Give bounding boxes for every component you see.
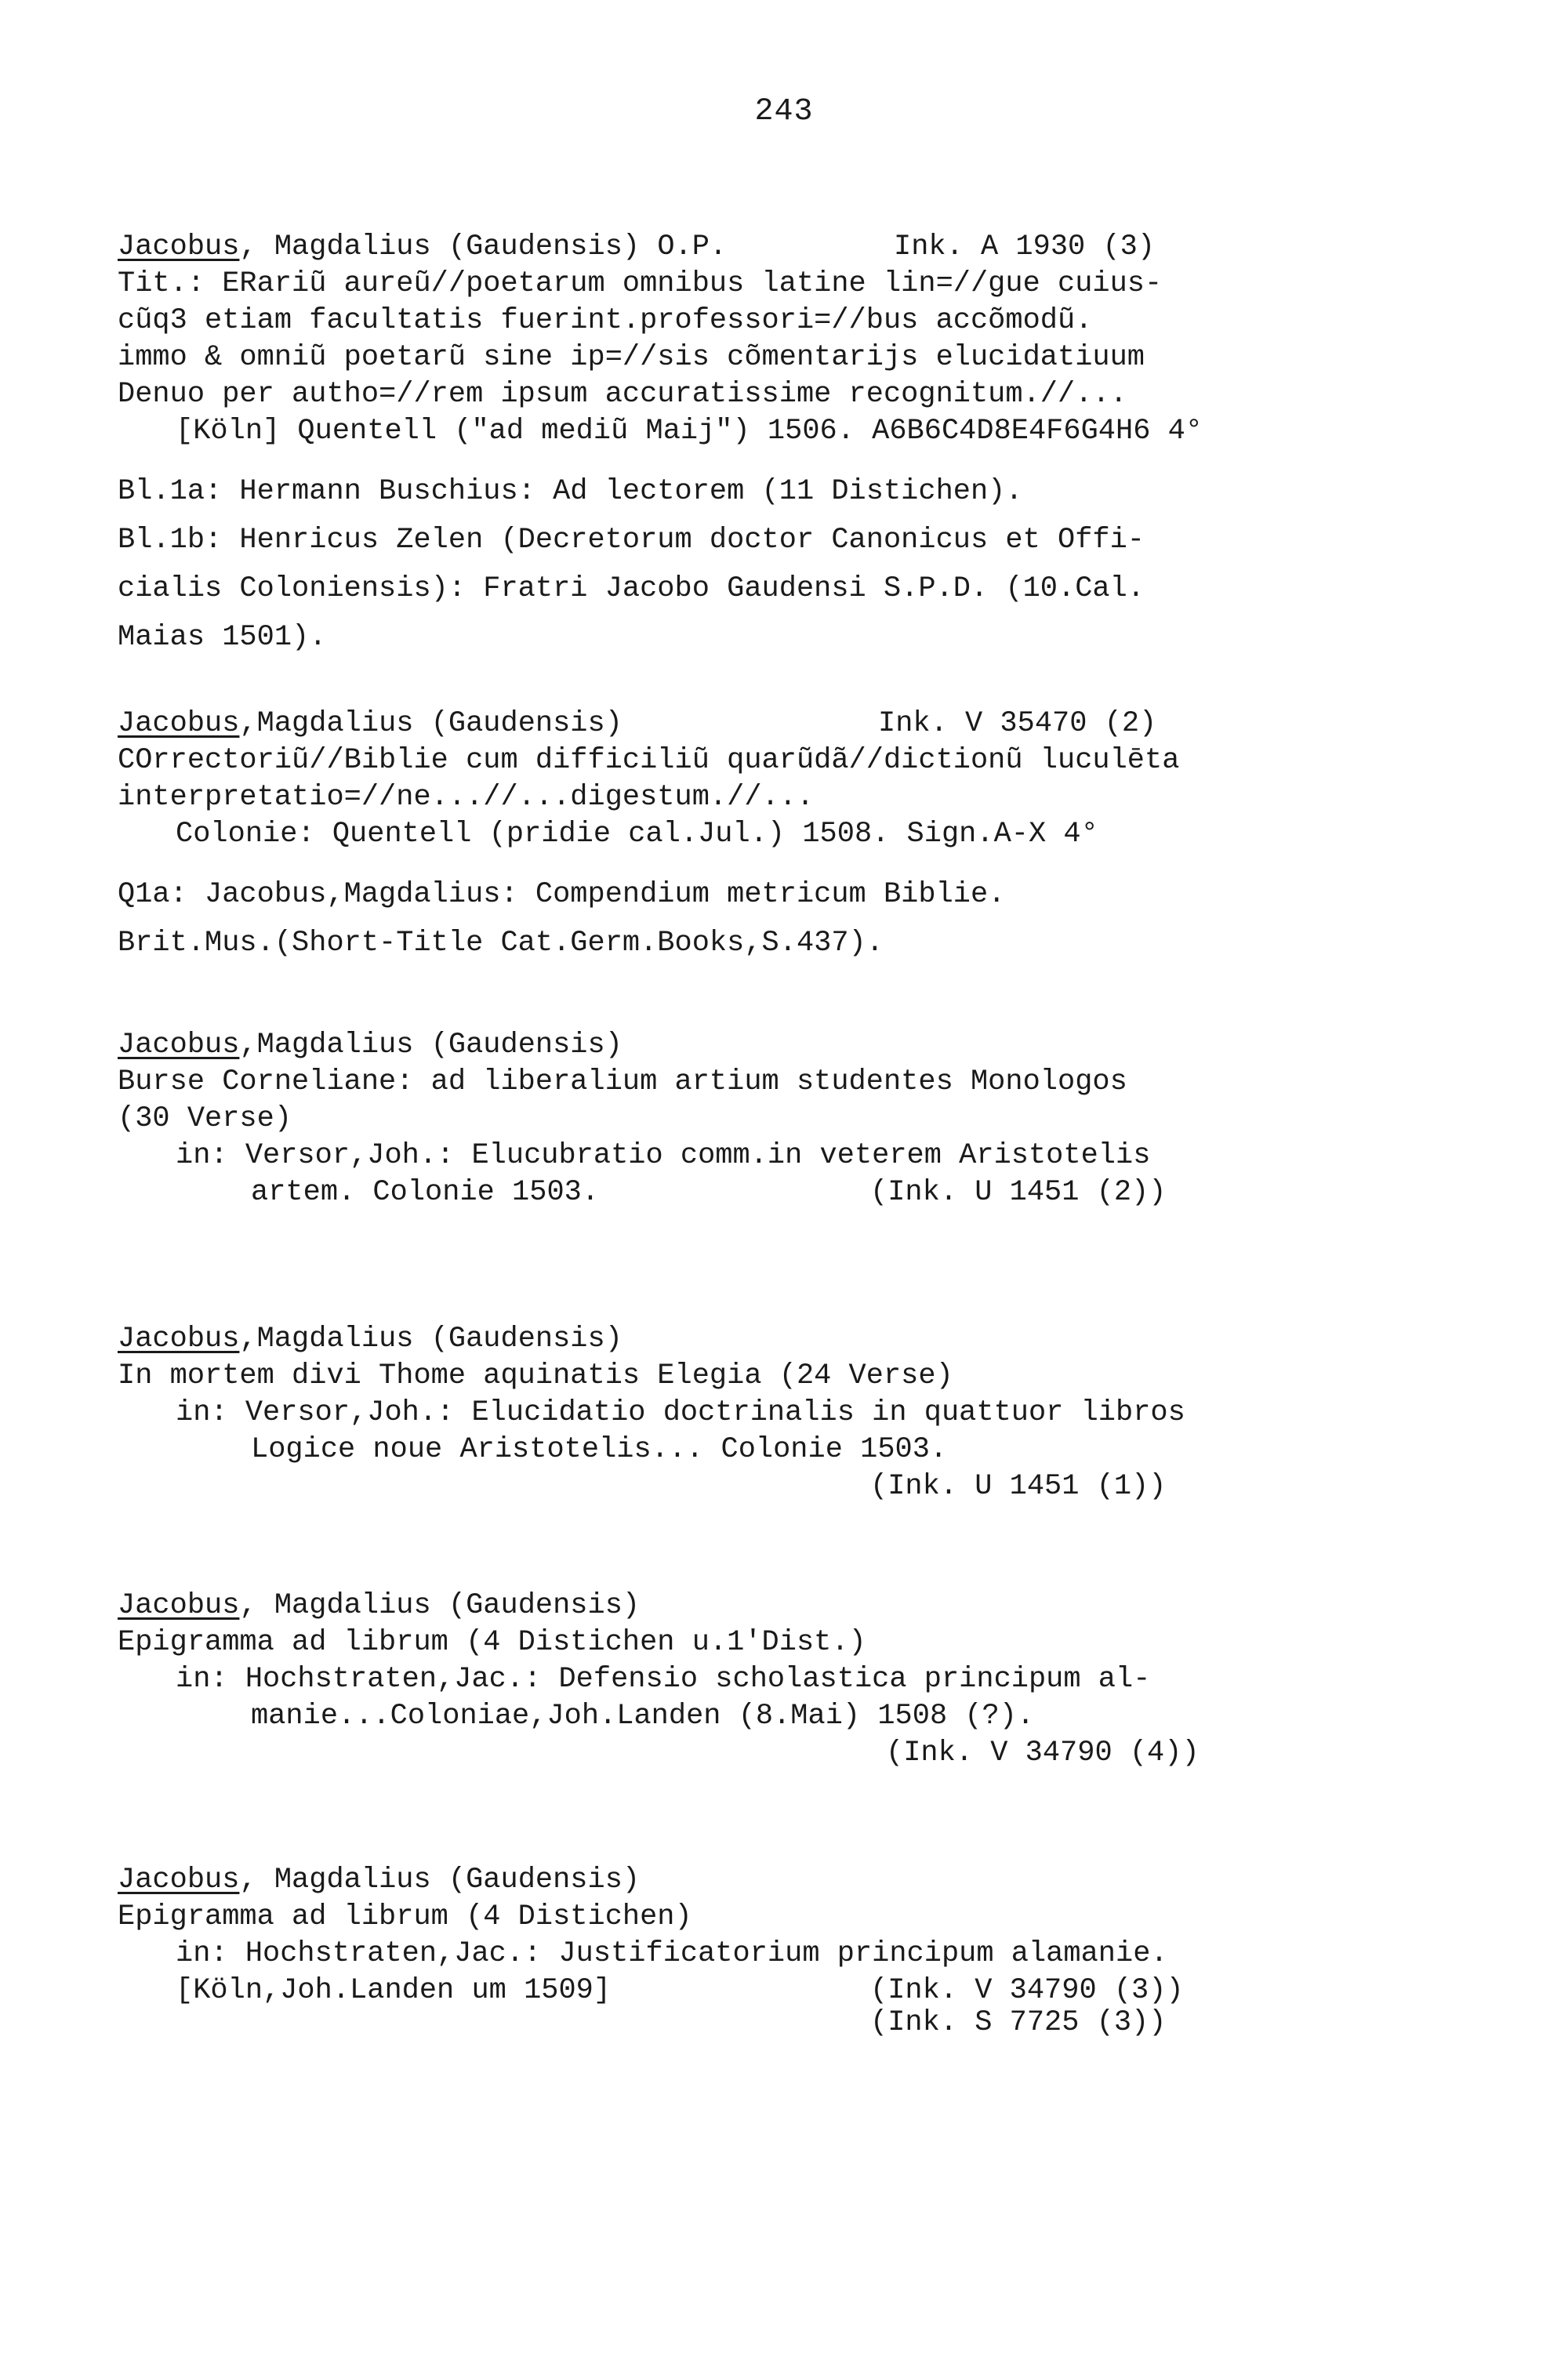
shelfmark: (Ink. V 34790 (4)) <box>886 1737 1200 1770</box>
in-line: artem. Colonie 1503. <box>251 1176 600 1209</box>
entry-heading <box>118 1321 1372 1358</box>
entry-6 <box>118 1862 1372 2039</box>
imprint-line: [Köln] Quentell ("ad mediũ Maij") 1506. A6B6C4D8E4F6G4H6 4° <box>176 415 1203 448</box>
entry-3 <box>118 1027 1372 1211</box>
title-line: cũq3 etiam facultatis fuerint.professori=//bus accõmodũ. <box>118 304 1093 337</box>
shelfmark: (Ink. S 7725 (3)) <box>870 2006 1167 2039</box>
in-line: in: Versor,Joh.: Elucubratio comm.in veterem Aristotelis <box>176 1139 1151 1172</box>
in-line: Logice noue Aristotelis... Colonie 1503. <box>251 1433 948 1466</box>
in-line: in: Hochstraten,Jac.: Defensio scholastica principum al- <box>176 1663 1151 1696</box>
title-line: immo & omniũ poetarũ sine ip=//sis cõmentarijs elucidatiuum <box>118 341 1145 374</box>
note-line: Bl.1a: Hermann Buschius: Ad lectorem (11 Distichen). <box>118 475 1023 508</box>
entry-2 <box>118 706 1372 967</box>
in-line: in: Hochstraten,Jac.: Justificatorium principum alamanie. <box>176 1937 1168 1970</box>
author-rest: ,Magdalius (Gaudensis) <box>239 1029 622 1062</box>
author-rest: , Magdalius (Gaudensis) O.P. <box>239 230 728 263</box>
shelfmark: (Ink. U 1451 (1)) <box>870 1470 1167 1503</box>
entry-heading <box>118 229 1372 266</box>
in-line: [Köln,Joh.Landen um 1509] <box>176 1974 612 2007</box>
author-rest: , Magdalius (Gaudensis) <box>239 1589 641 1622</box>
title-line: Epigramma ad librum (4 Distichen) <box>118 1900 692 1933</box>
note-line: cialis Coloniensis): Fratri Jacobo Gaudensi S.P.D. (10.Cal. <box>118 572 1145 605</box>
author-rest: ,Magdalius (Gaudensis) <box>239 1323 622 1356</box>
entry-heading <box>118 1588 1372 1624</box>
author-rest: ,Magdalius (Gaudensis) <box>239 707 622 740</box>
shelfmark: Ink. V 35470 (2) <box>878 707 1157 740</box>
note-line: Brit.Mus.(Short-Title Cat.Germ.Books,S.437). <box>118 927 884 960</box>
author-name: Jacobus <box>118 1029 240 1062</box>
shelfmark: (Ink. U 1451 (2)) <box>870 1176 1167 1209</box>
title-line: Denuo per autho=//rem ipsum accuratissime recognitum.//... <box>118 378 1127 411</box>
note-line: Q1a: Jacobus,Magdalius: Compendium metricum Biblie. <box>118 878 1006 911</box>
title-line: (30 Verse) <box>118 1102 292 1135</box>
title-line: Epigramma ad librum (4 Distichen u.1'Dist.) <box>118 1626 866 1659</box>
author-name: Jacobus <box>118 1864 240 1897</box>
author-name: Jacobus <box>118 1323 240 1356</box>
author-name: Jacobus <box>118 230 240 263</box>
shelfmark: (Ink. V 34790 (3)) <box>870 1974 1184 2007</box>
entry-heading <box>118 706 1372 742</box>
note-line: Maias 1501). <box>118 621 327 654</box>
entry-5 <box>118 1588 1372 1772</box>
note-line: Bl.1b: Henricus Zelen (Decretorum doctor Canonicus et Offi- <box>118 524 1145 557</box>
author-rest: , Magdalius (Gaudensis) <box>239 1864 641 1897</box>
in-line: in: Versor,Joh.: Elucidatio doctrinalis in quattuor libros <box>176 1396 1185 1429</box>
entry-1 <box>118 229 1372 662</box>
entry-heading <box>118 1027 1372 1064</box>
entry-heading <box>118 1862 1372 1899</box>
title-line: COrrectoriũ//Biblie cum difficiliũ quarũdã//dictionũ luculēta <box>118 744 1180 777</box>
imprint-line: Colonie: Quentell (pridie cal.Jul.) 1508. Sign.A-X 4° <box>176 818 1098 851</box>
title-line: In mortem divi Thome aquinatis Elegia (24 Verse) <box>118 1359 953 1392</box>
author-name: Jacobus <box>118 1589 240 1622</box>
title-line: Burse Corneliane: ad liberalium artium studentes Monologos <box>118 1065 1127 1098</box>
in-line: manie...Coloniae,Joh.Landen (8.Mai) 1508 (?). <box>251 1700 1035 1733</box>
title-line: interpretatio=//ne...//...digestum.//... <box>118 781 815 814</box>
entry-4 <box>118 1321 1372 1505</box>
shelfmark: Ink. A 1930 (3) <box>894 230 1156 263</box>
page-number: 243 <box>754 94 814 129</box>
author-name: Jacobus <box>118 707 240 740</box>
title-line: Tit.: ERariũ aureũ//poetarum omnibus latine lin=//gue cuius- <box>118 267 1163 300</box>
